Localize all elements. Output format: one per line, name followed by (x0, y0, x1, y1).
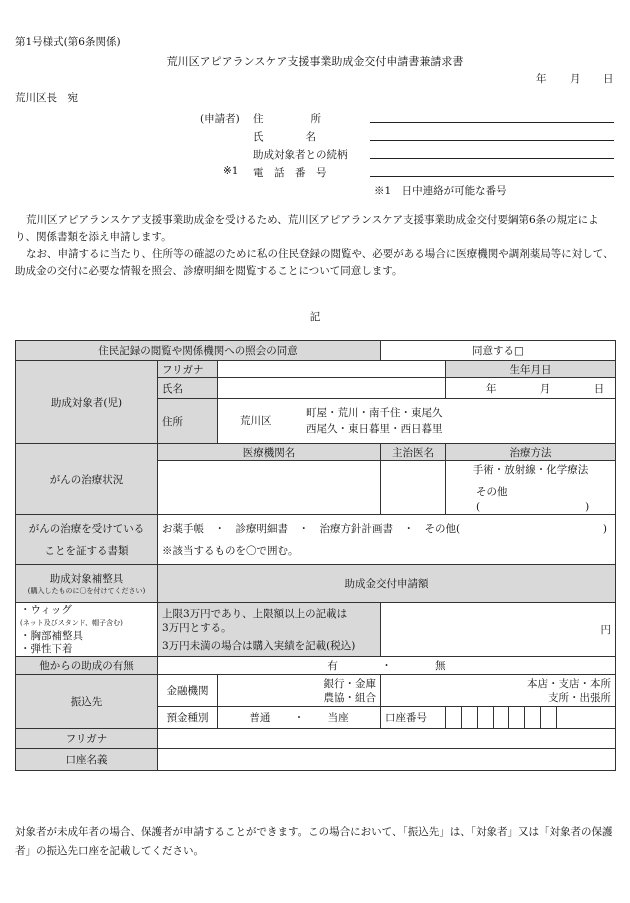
holder-name-field[interactable] (158, 749, 616, 771)
doctor-field[interactable] (381, 461, 446, 515)
account-digit-box[interactable] (477, 707, 493, 728)
addressee: 荒川区長 宛 (15, 92, 78, 104)
item-chest: ・胸部補整具 (20, 629, 83, 642)
bank-types-2: 農協・組合 (323, 691, 376, 704)
institution-label: 金融機関 (158, 675, 218, 707)
items-label (16, 565, 158, 603)
other-aid-label: 他からの助成の有無 (16, 657, 158, 675)
account-digit-box[interactable] (509, 707, 525, 728)
applicant-label: (申請者) (200, 113, 240, 125)
subject-address-field[interactable] (218, 399, 616, 444)
proof-label-line2: ことを証する書類 (44, 544, 129, 557)
footer-note: 対象者が未成年者の場合、保護者が申請することができます。この場合において、「振込先」は、「対象者」又は「対象者の保護者」の振込先口座を記載してください。 (15, 826, 613, 857)
aid-yes: 有 (327, 660, 338, 672)
applicant-address-field[interactable] (370, 122, 614, 123)
account-number-field[interactable] (381, 707, 616, 729)
bank-types-1: 銀行・金庫 (323, 677, 376, 690)
doctor-label: 主治医名 (381, 444, 446, 461)
account-digit-box[interactable] (525, 707, 541, 728)
deposit-current: 当座 (327, 712, 349, 724)
deposit-ordinary: 普通 (249, 712, 271, 724)
birthdate-field[interactable] (446, 378, 616, 399)
method-label: 治療方法 (446, 444, 616, 461)
method-field[interactable] (446, 461, 616, 515)
applicant-name-label: 氏 名 (253, 131, 316, 143)
account-digit-box[interactable] (493, 707, 509, 728)
ki-heading: 記 (309, 311, 321, 323)
account-digit-box[interactable] (446, 707, 462, 728)
other-aid-field[interactable] (158, 657, 616, 675)
address-label: 住所 (158, 399, 218, 444)
bank-label: 振込先 (16, 675, 158, 729)
items-note: (購入したものに〇を付けてください) (27, 587, 146, 595)
consent-checkbox[interactable]: 同意する□ (381, 341, 616, 361)
holder-name-label: 口座名義 (16, 749, 158, 771)
furigana-label: フリガナ (158, 361, 218, 378)
name-label: 氏名 (158, 378, 218, 399)
proof-docs: お薬手帳 ・ 診療明細書 ・ 治療方針計画書 ・ その他( (162, 522, 461, 535)
method-other: その他( ) (476, 485, 590, 513)
item-wig: ・ウィッグ (20, 603, 72, 616)
holder-furigana-field[interactable] (158, 729, 616, 749)
hospital-label: 医療機関名 (158, 444, 381, 461)
method-options: 手術・放射線・化学療法 (472, 463, 589, 476)
limit-note (158, 603, 381, 657)
holder-furigana-label: フリガナ (16, 729, 158, 749)
proof-label (16, 515, 158, 565)
date-month-label: 月 (570, 73, 581, 85)
birth-day: 日 (593, 382, 605, 395)
town-options-1: 町屋・荒川・南千住・東尾久 (306, 407, 443, 419)
limit-note-2: 3万円とする。 (162, 621, 232, 634)
phone-note-mark: ※1 (223, 165, 239, 177)
applicant-address-label: 住 所 (253, 113, 322, 125)
applicant-relation-field[interactable] (370, 158, 614, 159)
account-number-label: 口座番号 (385, 712, 427, 724)
account-digit-box[interactable] (461, 707, 477, 728)
subject-label: 助成対象者(児) (16, 361, 158, 444)
proof-docs-field[interactable] (158, 515, 616, 565)
birth-month: 月 (539, 382, 551, 395)
account-digit-box[interactable] (541, 707, 557, 728)
deposit-type-field[interactable] (218, 707, 381, 729)
bank-name-field[interactable] (218, 675, 381, 707)
account-trailing-space (557, 707, 616, 728)
date-day-label: 日 (603, 73, 614, 85)
consent-paragraph: なお、申請するに当たり、住所等の確認のために私の住民登録の閲覧や、必要がある場合に医療機関や調剤薬局等に対して、助成金の交付に必要な情報を照会、診療明細を閲覧することについて同意します。 (15, 248, 614, 277)
applicant-relation-label: 助成対象者との続柄 (253, 149, 348, 161)
town-options-2: 西尾久・東日暮里・西日暮里 (306, 423, 443, 435)
applicant-phone-field[interactable] (370, 176, 614, 177)
applicant-name-field[interactable] (370, 140, 614, 141)
limit-note-3: 3万円未満の場合は購入実績を記載(税込) (162, 639, 356, 652)
proof-label-line1: がんの治療を受けている (28, 522, 145, 535)
request-paragraph: 荒川区アピアランスケア支援事業助成金を受けるため、荒川区アピアランスケア支援事業助成金交付要綱第6条の規定により、関係書類を添え申請します。 (15, 214, 599, 243)
hospital-field[interactable] (158, 461, 381, 515)
treatment-status-label: がんの治療状況 (16, 444, 158, 515)
limit-note-1: 上限3万円であり、上限額以上の記載は (162, 607, 348, 620)
proof-close: ) (602, 522, 608, 535)
birth-year: 年 (486, 382, 497, 395)
aid-no: 無 (435, 660, 446, 672)
branch-types-1: 本店・支店・本所 (527, 677, 612, 690)
subject-name-field[interactable] (218, 378, 446, 399)
ward-name: 荒川区 (240, 415, 272, 427)
date-year-label: 年 (536, 73, 547, 85)
aid-separator: ・ (381, 660, 392, 672)
subject-furigana-field[interactable] (218, 361, 446, 378)
amount-field[interactable] (381, 603, 616, 657)
birthdate-label: 生年月日 (446, 361, 616, 378)
branch-types-2: 支所・出張所 (548, 691, 612, 704)
branch-name-field[interactable] (381, 675, 616, 707)
account-number-grid (381, 707, 615, 728)
item-underwear: ・弾性下着 (20, 642, 73, 655)
proof-note: ※該当するものを〇で囲む。 (162, 544, 299, 557)
items-list[interactable] (16, 603, 158, 657)
deposit-separator: ・ (293, 712, 305, 724)
item-wig-sub: (ネット及びスタンド、帽子含む) (20, 618, 123, 627)
phone-note: ※1 日中連絡が可能な番号 (374, 185, 507, 197)
deposit-type-label: 預金種別 (158, 707, 218, 729)
form-title: 荒川区アピアランスケア支援事業助成金交付申請書兼請求書 (166, 55, 464, 68)
yen-unit: 円 (600, 624, 612, 636)
application-table (15, 340, 616, 771)
form-number: 第1号様式(第6条関係) (15, 36, 121, 48)
applicant-phone-label: 電 話 番 号 (253, 167, 327, 179)
items-title: 助成対象補整具 (49, 573, 124, 585)
consent-label: 住民記録の閲覧や関係機関への照会の同意 (16, 341, 381, 361)
amount-label: 助成金交付申請額 (158, 565, 616, 603)
